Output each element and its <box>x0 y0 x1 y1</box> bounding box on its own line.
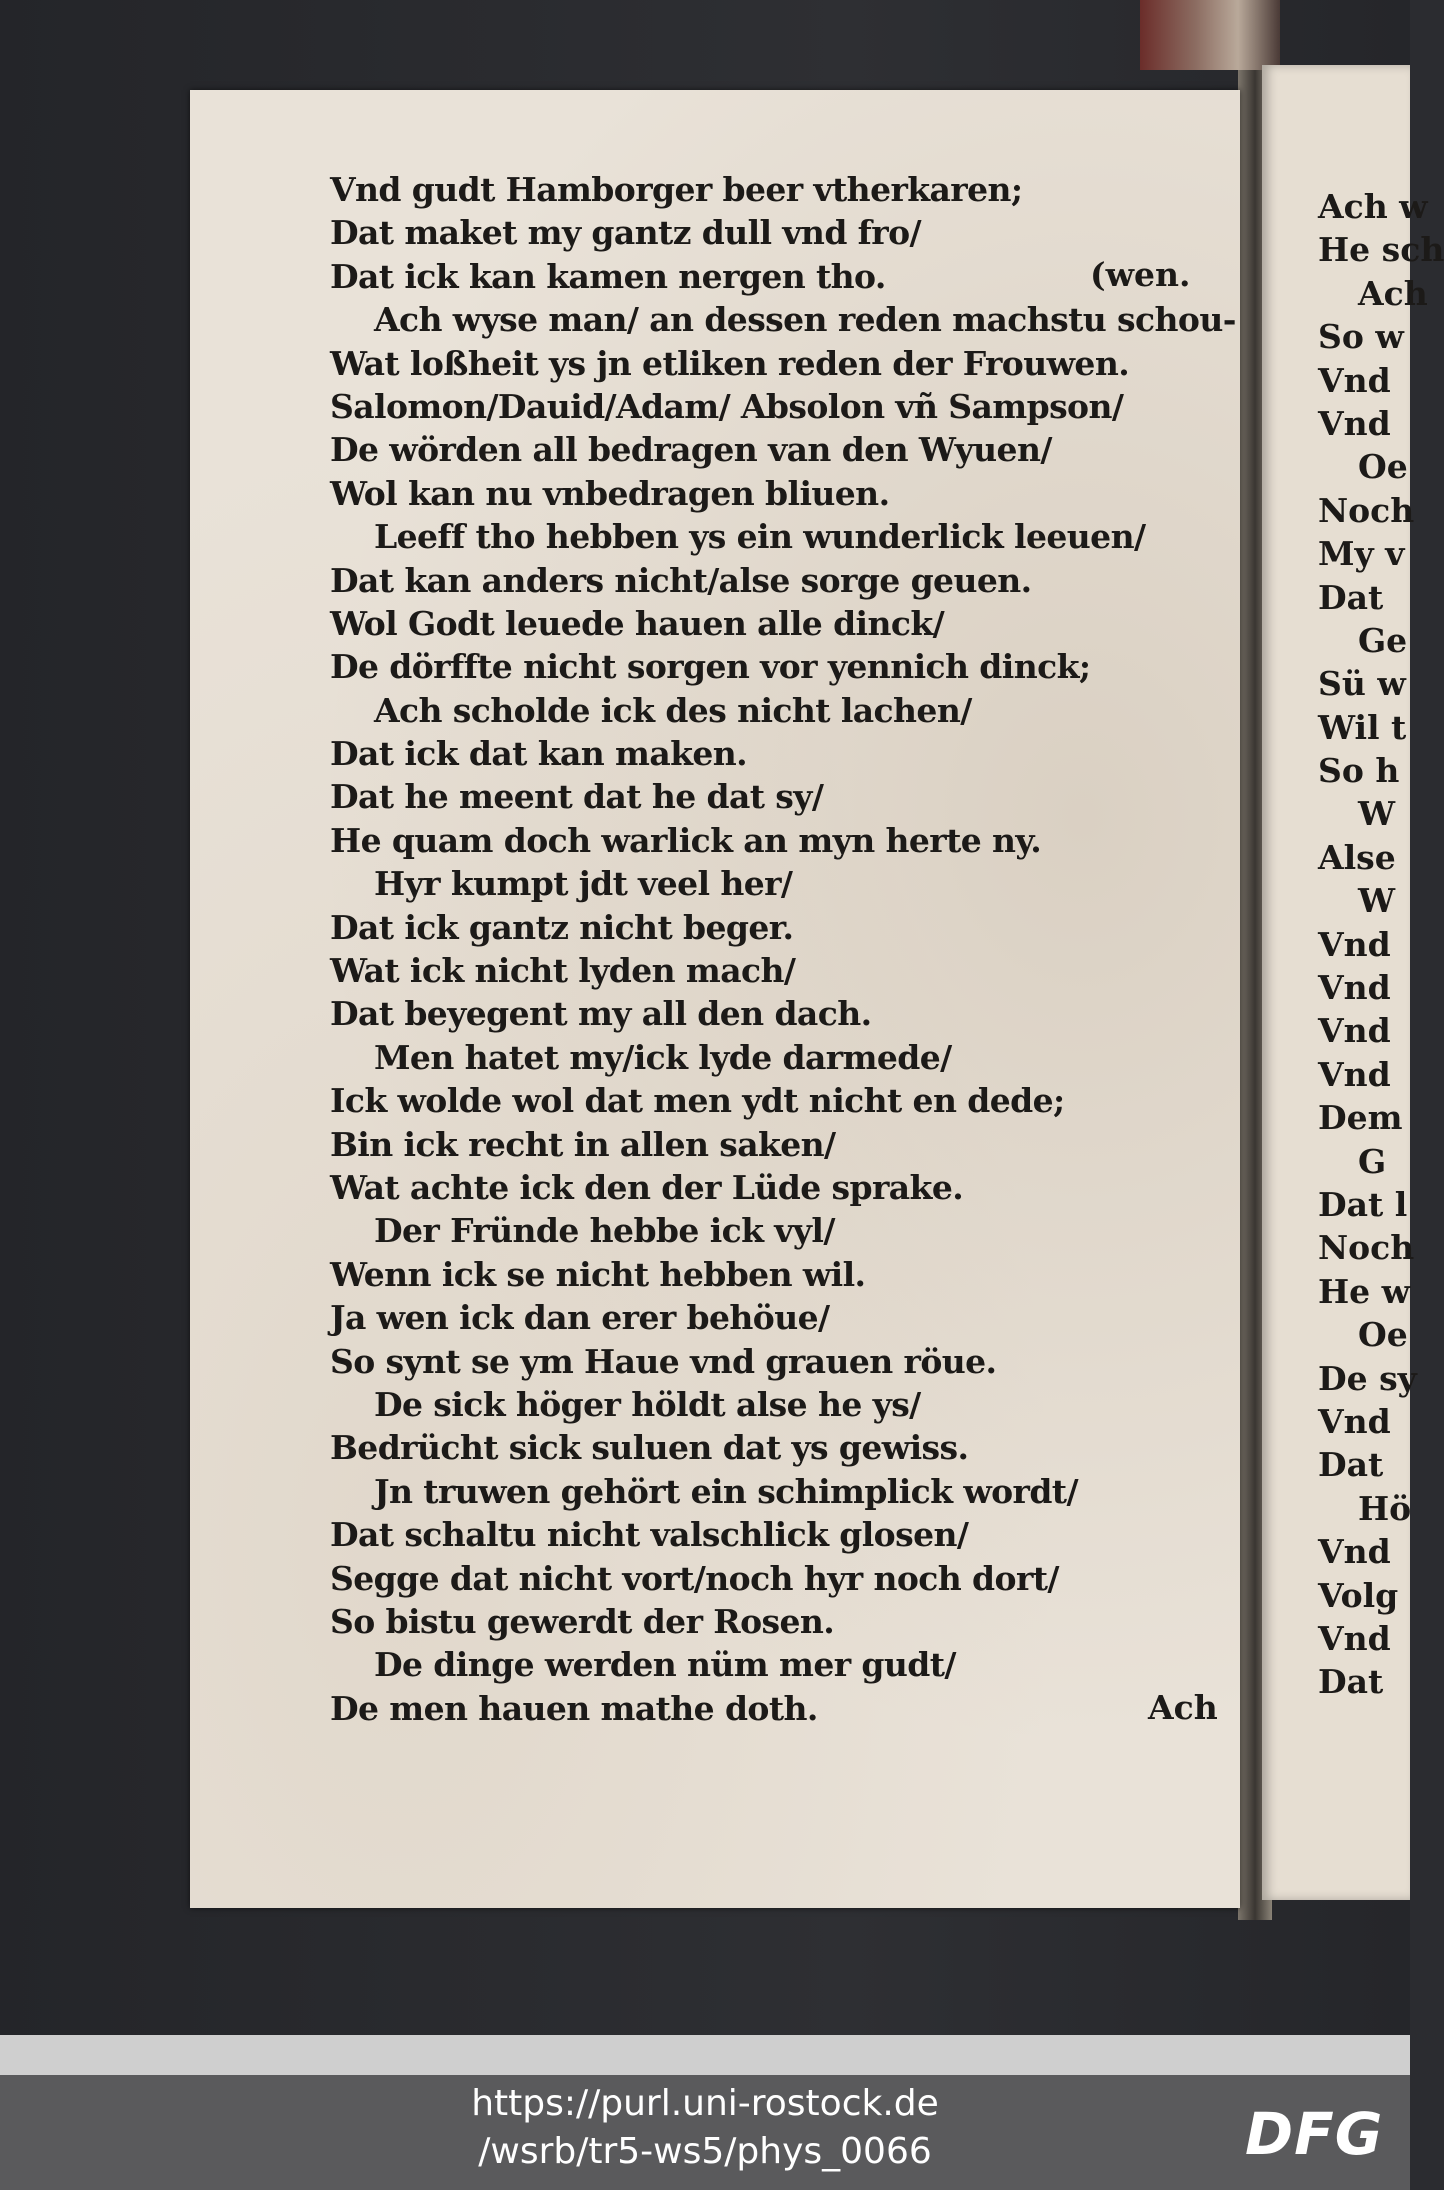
text-line: Der Fründe hebbe ick vyl/ <box>374 1211 835 1251</box>
text-line: Jn truwen gehört ein schimplick wordt/ <box>374 1471 1078 1511</box>
permalink[interactable] <box>0 2080 1410 2176</box>
text-line: Dat ick gantz nicht beger. <box>330 907 794 947</box>
facing-text-fragment: Wil t <box>1318 707 1407 747</box>
text-line: Wat achte ick den der Lüde sprake. <box>330 1167 964 1207</box>
page-text-block <box>330 168 1236 1730</box>
facing-text-fragment: He w <box>1318 1271 1411 1311</box>
text-line: Bedrücht sick suluen dat ys gewiss. <box>330 1428 969 1468</box>
facing-text-fragment: W <box>1358 881 1396 921</box>
permalink-line-1[interactable]: https://purl.uni-rostock.de <box>471 2083 939 2124</box>
facing-text-fragment: Vnd <box>1318 968 1391 1008</box>
text-line: Dat schaltu nicht valschlick glosen/ <box>330 1515 969 1555</box>
text-line: Hyr kumpt jdt veel her/ <box>374 864 793 904</box>
permalink-line-2[interactable]: /wsrb/tr5-ws5/phys_0066 <box>478 2131 932 2172</box>
facing-text-fragment: Vnd <box>1318 1401 1391 1441</box>
catchword: Ach <box>1148 1688 1218 1727</box>
facing-text-fragment: Vnd <box>1318 1054 1391 1094</box>
facing-text-fragment: Vnd <box>1318 1011 1391 1051</box>
text-line: Wat loßheit ys jn etliken reden der Frouwen. <box>330 343 1130 383</box>
footer-separator <box>0 2035 1410 2075</box>
text-line: Segge dat nicht vort/noch hyr noch dort/ <box>330 1558 1059 1598</box>
facing-text-fragment: Dat l <box>1318 1184 1408 1224</box>
facing-text-fragment: Ge <box>1358 620 1408 660</box>
facing-text-fragment: Noch <box>1318 490 1415 530</box>
dfg-logo: DFG <box>1245 2100 1384 2168</box>
text-line: Dat ick kan kamen nergen tho. <box>330 256 886 296</box>
facing-text-fragment: Vnd <box>1318 403 1391 443</box>
facing-text-fragment: Vnd <box>1318 360 1391 400</box>
text-line: Bin ick recht in allen saken/ <box>330 1124 836 1164</box>
text-line: So bistu gewerdt der Rosen. <box>330 1601 835 1641</box>
facing-text-fragment: He sch <box>1318 230 1444 270</box>
facing-text-fragment: Dem <box>1318 1098 1403 1138</box>
text-line: Dat ick dat kan maken. <box>330 734 748 774</box>
text-line: Ick wolde wol dat men ydt nicht en dede; <box>330 1081 1065 1121</box>
facing-text-fragment: G <box>1358 1141 1387 1181</box>
facing-text-fragment: Oe <box>1358 447 1408 487</box>
facing-text-fragment: De sy <box>1318 1358 1417 1398</box>
text-line: He quam doch warlick an myn herte ny. <box>330 820 1042 860</box>
turnover-word: (wen. <box>1090 255 1191 294</box>
text-line: Ja wen ick dan erer behöue/ <box>330 1298 830 1338</box>
text-line: Salomon/Dauid/Adam/ Absolon vñ Sampson/ <box>330 386 1124 426</box>
facing-text-fragment: Volg <box>1318 1575 1399 1615</box>
text-line: Dat he meent dat he dat sy/ <box>330 777 824 817</box>
text-line: Ach scholde ick des nicht lachen/ <box>374 690 972 730</box>
facing-text-fragment: So w <box>1318 317 1404 357</box>
facing-text-fragment: Sü w <box>1318 664 1406 704</box>
text-line: Dat maket my gantz dull vnd fro/ <box>330 213 921 253</box>
text-line: Dat kan anders nicht/alse sorge geuen. <box>330 560 1032 600</box>
facing-text-fragment: My v <box>1318 534 1405 574</box>
facing-text-fragment: Vnd <box>1318 1532 1391 1572</box>
text-line: Wol kan nu vnbedragen bliuen. <box>330 473 890 513</box>
text-line: Ach wyse man/ an dessen reden machstu schou- <box>374 300 1236 340</box>
facing-text-fragment: Alse <box>1318 837 1396 877</box>
text-line: Dat beyegent my all den dach. <box>330 994 872 1034</box>
facing-text-fragment: Noch <box>1318 1228 1415 1268</box>
text-line: De wörden all bedragen van den Wyuen/ <box>330 430 1052 470</box>
book-spine <box>1140 0 1280 70</box>
facing-text-fragment: Hö <box>1358 1488 1412 1528</box>
facing-text-fragment: W <box>1358 794 1396 834</box>
facing-text-fragment: So h <box>1318 751 1400 791</box>
text-line: Men hatet my/ick lyde darmede/ <box>374 1037 952 1077</box>
text-line: Wol Godt leuede hauen alle dinck/ <box>330 603 945 643</box>
facing-text-fragment: Vnd <box>1318 924 1391 964</box>
facing-page-text <box>1318 185 1444 1704</box>
text-line: Leeff tho hebben ys ein wunderlick leeuen/ <box>374 517 1146 557</box>
text-line: De dörffte nicht sorgen vor yennich dinck; <box>330 647 1091 687</box>
text-line: De dinge werden nüm mer gudt/ <box>374 1645 956 1685</box>
facing-text-fragment: Vnd <box>1318 1618 1391 1658</box>
facing-text-fragment: Ach w <box>1318 187 1428 226</box>
facing-text-fragment: Ach <box>1358 273 1428 313</box>
text-line: De men hauen mathe doth. <box>330 1688 818 1728</box>
text-line: Vnd gudt Hamborger beer vtherkaren; <box>330 170 1023 209</box>
text-line: De sick höger höldt alse he ys/ <box>374 1384 921 1424</box>
text-line: Wenn ick se nicht hebben wil. <box>330 1254 866 1294</box>
text-line: So synt se ym Haue vnd grauen röue. <box>330 1341 997 1381</box>
facing-text-fragment: Dat <box>1318 1445 1384 1485</box>
facing-text-fragment: Dat <box>1318 1662 1384 1702</box>
text-line: Wat ick nicht lyden mach/ <box>330 951 796 991</box>
facing-text-fragment: Dat <box>1318 577 1384 617</box>
facing-text-fragment: Oe <box>1358 1315 1408 1355</box>
